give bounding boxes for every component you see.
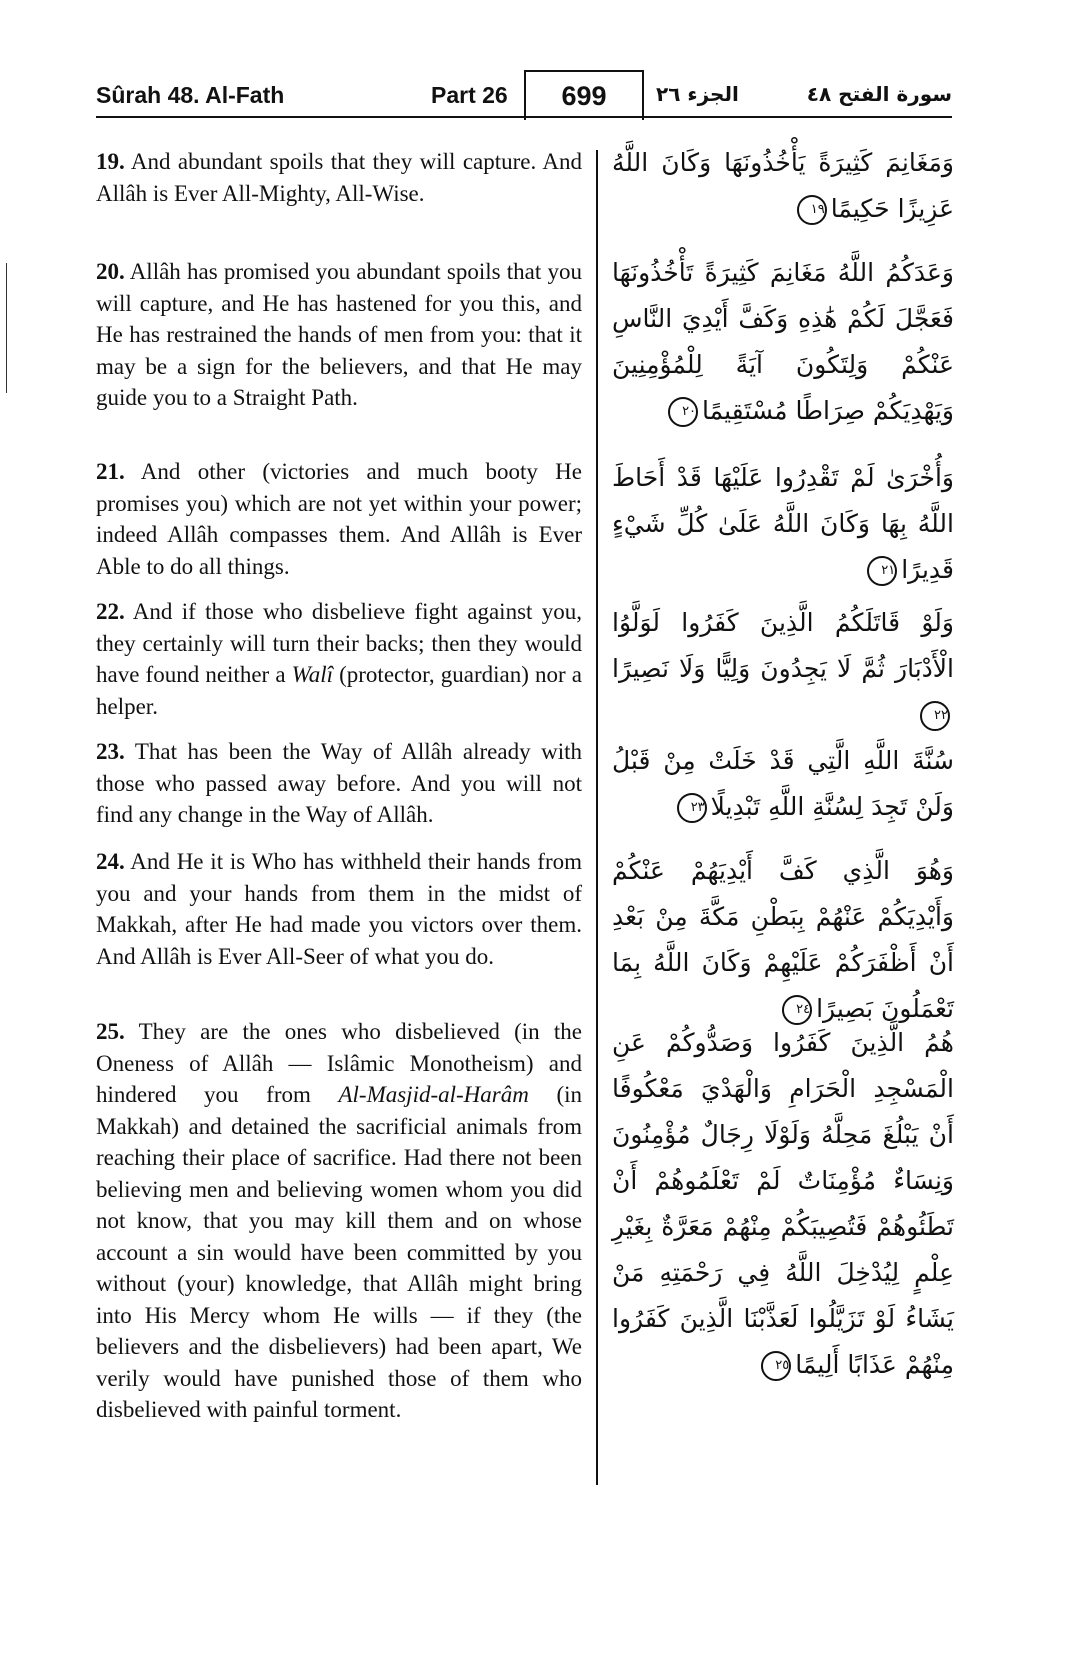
verse-24-english [96, 846, 582, 972]
arabic-text: وَهُوَ الَّذِي كَفَّ أَيْدِيَهُمْ عَنْكُمْ وَأَيْدِيَكُمْ عَنْهُمْ بِبَطْنِ مَكَّةَ مِنْ بَعْدِ أَنْ أَظْفَرَكُمْ عَلَيْهِمْ وَكَانَ اللَّهُ بِمَا تَعْمَلُونَ بَصِيرًا [612, 856, 954, 1023]
verse-19-arabic [612, 140, 954, 232]
arabic-text: وَلَوْ قَاتَلَكُمُ الَّذِينَ كَفَرُوا لَوَلَّوُا الْأَدْبَارَ ثُمَّ لَا يَجِدُونَ وَلِيًّا وَلَا نَصِيرًا [612, 608, 954, 683]
page-header [96, 70, 952, 120]
ayah-marker: ٢٥ [761, 1351, 791, 1381]
verse-number: 19. [96, 149, 125, 174]
arabic-text: وَمَغَانِمَ كَثِيرَةً يَأْخُذُونَهَا وَكَانَ اللَّهُ عَزِيزًا حَكِيمًا [612, 148, 954, 223]
verse-text: And abundant spoils that they will capture. And Allâh is Ever All-Mighty, All-Wise. [96, 149, 582, 206]
verse-number: 25. [96, 1019, 125, 1044]
verse-20-arabic [612, 250, 954, 434]
verse-number: 20. [96, 259, 125, 284]
margin-line [6, 263, 7, 393]
arabic-text: وَعَدَكُمُ اللَّهُ مَغَانِمَ كَثِيرَةً تَأْخُذُونَهَا فَعَجَّلَ لَكُمْ هَٰذِهِ وَكَفَّ أَيْدِيَ النَّاسِ عَنْكُمْ وَلِتَكُونَ آيَةً لِلْمُؤْمِنِينَ وَيَهْدِيَكُمْ صِرَاطًا مُسْتَقِيمًا [612, 258, 954, 425]
verse-number: 21. [96, 459, 125, 484]
verse-number: 22. [96, 599, 125, 624]
verse-24-arabic [612, 848, 954, 1032]
page-number: 699 [561, 81, 607, 111]
verse-text: And other (victories and much booty He promises you) which are not yet within your power; indeed Allâh compasses them. And Allâh is Ever Able to do all things. [96, 459, 582, 579]
verse-text-cont: (in Makkah) and detained the sacrificial animals from reaching their place of sacrifice. Had there not been believing men and believing women whom you did not know, that you may kill them and on whose account a sin would have been committed by you without (your) knowledge, that Allâh might bring into His Mercy whom He wills — if they (the believers and the disbelievers) had been apart, We verily would have punished those of them who disbelieved with painful torment. [96, 1082, 582, 1422]
part-label-arabic: الجزء ٢٦ [656, 82, 739, 106]
ayah-marker: ٢٣ [677, 793, 707, 823]
verse-number: 23. [96, 739, 125, 764]
part-label-english: Part 26 [431, 82, 508, 108]
verse-19-english [96, 146, 582, 209]
verse-25-arabic [612, 1020, 954, 1388]
verse-text: And if those who disbelieve fight against you, they certainly will turn their backs; then they would have found neither a [96, 599, 582, 687]
verse-italic-term: Al-Masjid-al-Harâm [338, 1082, 529, 1107]
verse-text: That has been the Way of Allâh already with those who passed away before. And you will not find any change in the Way of Allâh. [96, 739, 582, 827]
verse-23-arabic [612, 738, 954, 830]
verse-22-arabic [612, 600, 954, 738]
ayah-marker: ٢٠ [668, 397, 698, 427]
arabic-text: سُنَّةَ اللَّهِ الَّتِي قَدْ خَلَتْ مِنْ قَبْلُ وَلَنْ تَجِدَ لِسُنَّةِ اللَّهِ تَبْدِيلًا [612, 746, 954, 821]
ayah-marker: ٢١ [867, 556, 897, 586]
verse-21-arabic [612, 455, 954, 593]
verse-21-english [96, 456, 582, 582]
surah-title-arabic: سورة الفتح ٤٨ [806, 82, 952, 106]
verse-number: 24. [96, 849, 125, 874]
ayah-marker: ٢٢ [920, 701, 950, 731]
verse-text: And He it is Who has withheld their hands from you and your hands from them in the midst of Makkah, after He had made you victors over them. And Allâh is Ever All-Seer of what you do. [96, 849, 582, 969]
verse-22-english [96, 596, 582, 722]
verse-23-english [96, 736, 582, 831]
page-number-box [524, 70, 644, 120]
arabic-text: هُمُ الَّذِينَ كَفَرُوا وَصَدُّوكُمْ عَنِ الْمَسْجِدِ الْحَرَامِ وَالْهَدْيَ مَعْكُوفًا أَنْ يَبْلُغَ مَحِلَّهُ وَلَوْلَا رِجَالٌ مُؤْمِنُونَ وَنِسَاءٌ مُؤْمِنَاتٌ لَمْ تَعْلَمُوهُمْ أَنْ تَطَئُوهُمْ فَتُصِيبَكُمْ مِنْهُمْ مَعَرَّةٌ بِغَيْرِ عِلْمٍ لِيُدْخِلَ اللَّهُ فِي رَحْمَتِهِ مَنْ يَشَاءُ لَوْ تَزَيَّلُوا لَعَذَّبْنَا الَّذِينَ كَفَرُوا مِنْهُمْ عَذَابًا أَلِيمًا [612, 1028, 954, 1379]
ayah-marker: ٢٤ [782, 995, 812, 1025]
ayah-marker: ١٩ [797, 195, 827, 225]
verse-text: Allâh has promised you abundant spoils that you will capture, and He has hastened for you this, and He has restrained the hands of men from you: that it may be a sign for the believers, and that He may guide you to a Straight Path. [96, 259, 582, 410]
surah-title-english: Sûrah 48. Al-Fath [96, 82, 285, 108]
verse-20-english [96, 256, 582, 414]
verse-italic-term: Walî [291, 662, 333, 687]
arabic-text: وَأُخْرَىٰ لَمْ تَقْدِرُوا عَلَيْهَا قَدْ أَحَاطَ اللَّهُ بِهَا وَكَانَ اللَّهُ عَلَىٰ كُلِّ شَيْءٍ قَدِيرًا [612, 463, 954, 584]
verse-text: They are the ones who disbelieved (in the Oneness of Allâh — Islâmic Monotheism) and hindered you from [96, 1019, 582, 1107]
verse-text-cont: (protector, guardian) nor a helper. [96, 662, 582, 719]
column-divider [596, 150, 598, 1485]
header-rule [96, 116, 952, 118]
verse-25-english [96, 1016, 582, 1426]
